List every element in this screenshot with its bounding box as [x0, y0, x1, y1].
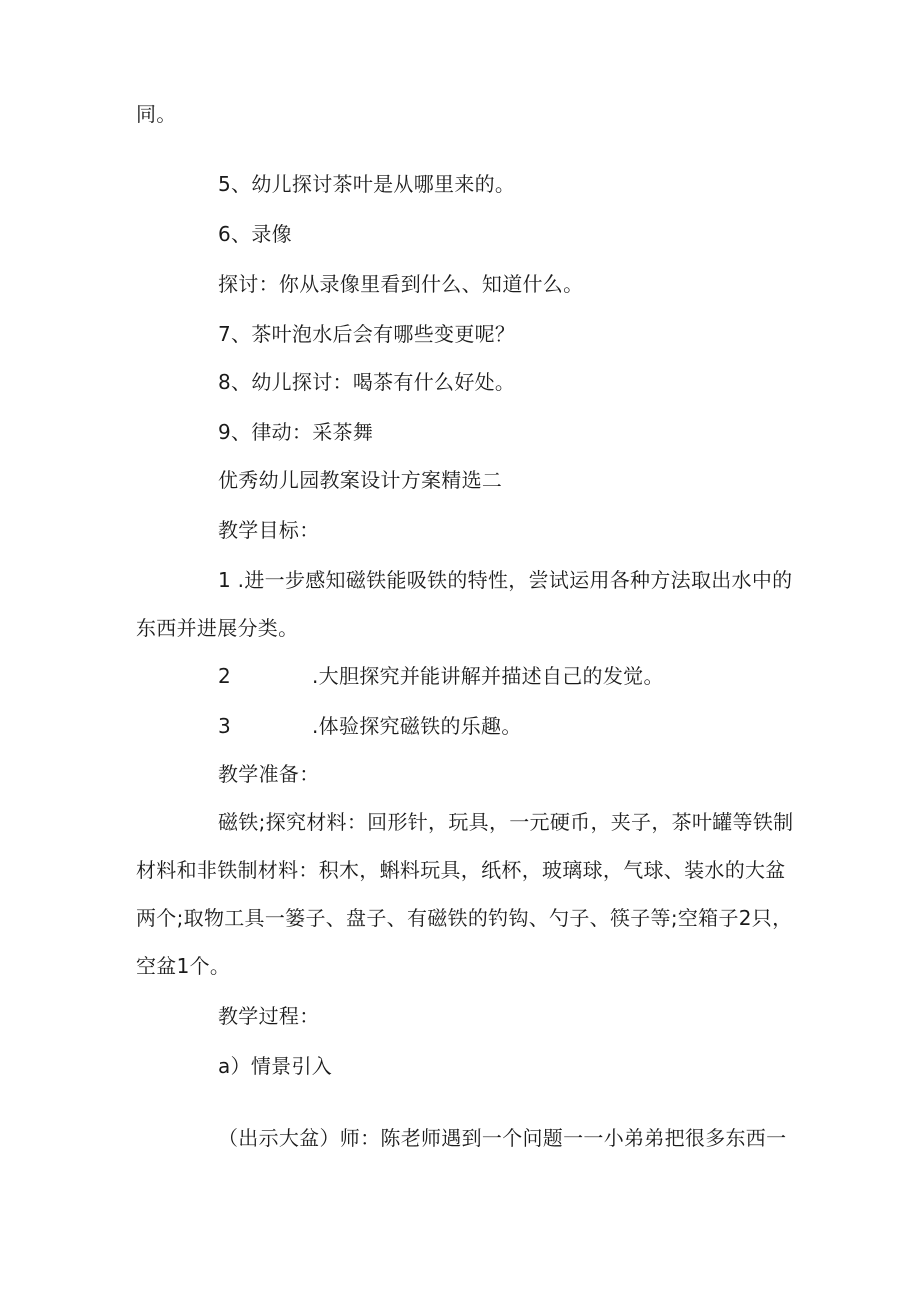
prep-paragraph-line-1: 磁铁;探究材料：回形针，玩具，一元硬币，夹子，茶叶罐等铁制: [218, 810, 794, 834]
teaching-process-label: 教学过程：: [218, 1004, 320, 1028]
prep-paragraph-line-4: 空盆1个。: [136, 954, 231, 978]
goal-1: 1 .进一步感知磁铁能吸铁的特性，尝试运用各种方法取出水中的: [218, 568, 793, 592]
step-6: 6、录像: [218, 222, 292, 246]
goal-3-number: 3: [218, 714, 232, 738]
prep-paragraph-line-2: 材料和非铁制材料：积木，蝌料玩具，纸杯，玻璃球，气球、装水的大盆: [136, 858, 786, 882]
step-8: 8、幼儿探讨：喝茶有什么好处。: [218, 370, 516, 394]
process-step-a-text: （出示大盆）师：陈老师遇到一个问题一一小弟弟把很多东西一: [218, 1126, 787, 1150]
goal-3-text: .体验探究磁铁的乐趣。: [312, 714, 522, 738]
step-5: 5、幼儿探讨茶叶是从哪里来的。: [218, 172, 516, 196]
step-9: 9、律动：采茶舞: [218, 420, 374, 444]
teaching-goals-label: 教学目标：: [218, 518, 320, 542]
step-6-discussion: 探讨：你从录像里看到什么、知道什么。: [218, 272, 584, 296]
section-heading: 优秀幼儿园教案设计方案精选二: [218, 468, 503, 492]
teaching-prep-label: 教学准备：: [218, 762, 320, 786]
goal-2-text: .大胆探究并能讲解并描述自己的发觉。: [312, 664, 664, 688]
prep-paragraph-line-3: 两个;取物工具一篓子、盘子、有磁铁的钓钩、勺子、筷子等;空箱子2只，: [136, 906, 793, 930]
goal-1-continuation: 东西并进展分类。: [136, 616, 299, 640]
process-step-a: a）情景引入: [218, 1054, 333, 1078]
goal-2-number: 2: [218, 664, 232, 688]
paragraph-continuation: 同。: [136, 102, 177, 126]
step-7: 7、茶叶泡水后会有哪些变更呢？: [218, 322, 516, 346]
